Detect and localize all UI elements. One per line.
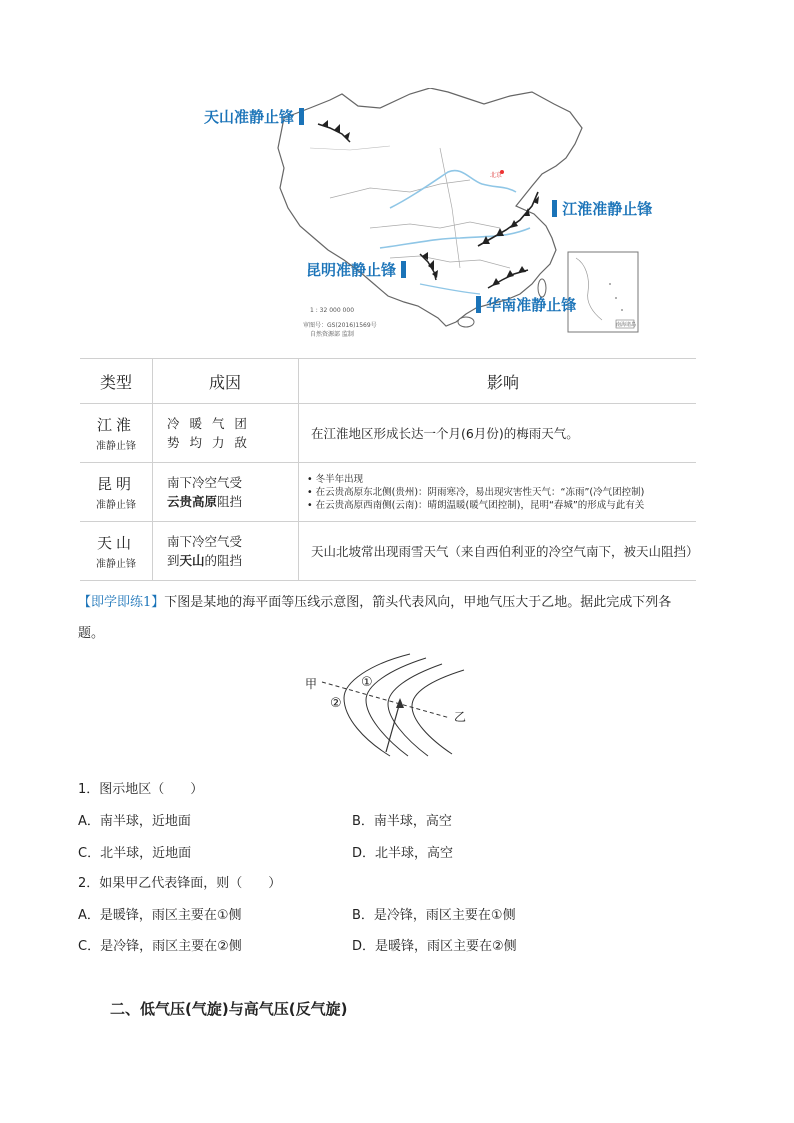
hainan-island [458, 317, 474, 327]
question-1-stem: 1．图示地区（ ） [78, 782, 204, 797]
label-marker-bar [552, 200, 557, 217]
header-cause: 成因 [153, 359, 299, 404]
table-header-row [80, 359, 696, 404]
q1-option-a: A．南半球，近地面 [78, 814, 191, 829]
bold-term: 云贵高原 [167, 494, 218, 509]
front-name: 天山 [96, 534, 135, 552]
q1-option-b: B．南半球，高空 [352, 814, 452, 829]
table-row [80, 404, 696, 463]
row-effect: 天山北坡常出现雨雪天气（来自西伯利亚的冷空气南下，被天山阻挡） [299, 522, 697, 581]
list-item: • 冬半年出现 [307, 473, 695, 486]
row-effect [299, 463, 697, 522]
label-tianshan-front: 天山准静止锋 [204, 106, 304, 127]
front-name: 昆明 [96, 475, 135, 493]
q2-option-c: C．是冷锋，雨区主要在②侧 [78, 939, 242, 954]
row-effect: 在江淮地区形成长达一个月(6月份)的梅雨天气。 [299, 404, 697, 463]
q2-option-b: B．是冷锋，雨区主要在①侧 [352, 908, 516, 923]
cause-line: 势 均 力 敌 [167, 435, 250, 450]
table-row [80, 522, 696, 581]
effect-list [303, 473, 695, 512]
cause-line: 到天山的阻挡 [167, 553, 243, 568]
row-type [80, 404, 153, 463]
label-marker-bar [401, 261, 406, 278]
label-marker-bar [476, 296, 481, 313]
front-name: 江淮 [96, 416, 135, 434]
exercise-tag: 【即学即练1】 [78, 595, 165, 610]
cause-line: 南下冷空气受 [167, 534, 243, 549]
q2-option-d: D．是暖锋，雨区主要在②侧 [352, 939, 517, 954]
label-mark2: ② [330, 696, 342, 711]
header-effect: 影响 [299, 359, 697, 404]
front-subtitle: 准静止锋 [96, 441, 136, 452]
header-type: 类型 [80, 359, 153, 404]
list-item: • 在云贵高原西南侧(云南)：晴朗温暖(暖气团控制)，昆明“春城”的形成与此有关 [307, 499, 695, 512]
isobar-line [388, 664, 442, 756]
list-item: • 在云贵高原东北侧(贵州)：阴雨寒冷，易出现灾害性天气：“冻雨”(冷气团控制) [307, 486, 695, 499]
front-types-table [80, 358, 699, 581]
label-yi: 乙 [454, 710, 467, 724]
cause-line: 云贵高原阻挡 [167, 494, 243, 509]
label-mark1: ① [361, 675, 373, 690]
question-2-stem: 2．如果甲乙代表锋面，则（ ） [78, 876, 282, 891]
front-subtitle: 准静止锋 [96, 500, 136, 511]
exercise-intro: 【即学即练1】下图是某地的海平面等压线示意图，箭头代表风向，甲地气压大于乙地。据此完成下列各 [78, 595, 672, 610]
bold-term: 天山 [179, 553, 205, 568]
label-jianghuai-front: 江淮准静止锋 [552, 198, 652, 219]
q2-option-a: A．是暖锋，雨区主要在①侧 [78, 908, 242, 923]
row-type [80, 463, 153, 522]
label-beijing: 北京 [490, 172, 503, 179]
label-jia: 甲 [305, 677, 318, 691]
map-supervisor: 自然资源部 监制 [310, 331, 354, 338]
inset-caption: 南海诸岛 [616, 322, 637, 328]
isobar-line [366, 658, 426, 756]
table-row [80, 463, 696, 522]
cause-line: 冷 暖 气 团 [167, 416, 250, 431]
cause-line: 南下冷空气受 [167, 475, 243, 490]
row-cause [153, 463, 299, 522]
row-cause [153, 522, 299, 581]
front-subtitle: 准静止锋 [96, 559, 136, 570]
row-cause [153, 404, 299, 463]
q1-option-c: C．北半球，近地面 [78, 846, 192, 861]
label-huanan-front: 华南准静止锋 [476, 294, 576, 315]
label-marker-bar [299, 108, 304, 125]
exercise-intro-cont: 题。 [78, 626, 105, 641]
label-kunming-front: 昆明准静止锋 [306, 259, 406, 280]
q1-option-d: D．北半球，高空 [352, 846, 454, 861]
row-type [80, 522, 153, 581]
map-review-number: 审图号：GS(2016)1569号 [303, 322, 377, 329]
map-scale: 1 : 32 000 000 [310, 307, 355, 314]
section-heading: 二、低气压(气旋)与高气压(反气旋) [110, 1000, 348, 1018]
